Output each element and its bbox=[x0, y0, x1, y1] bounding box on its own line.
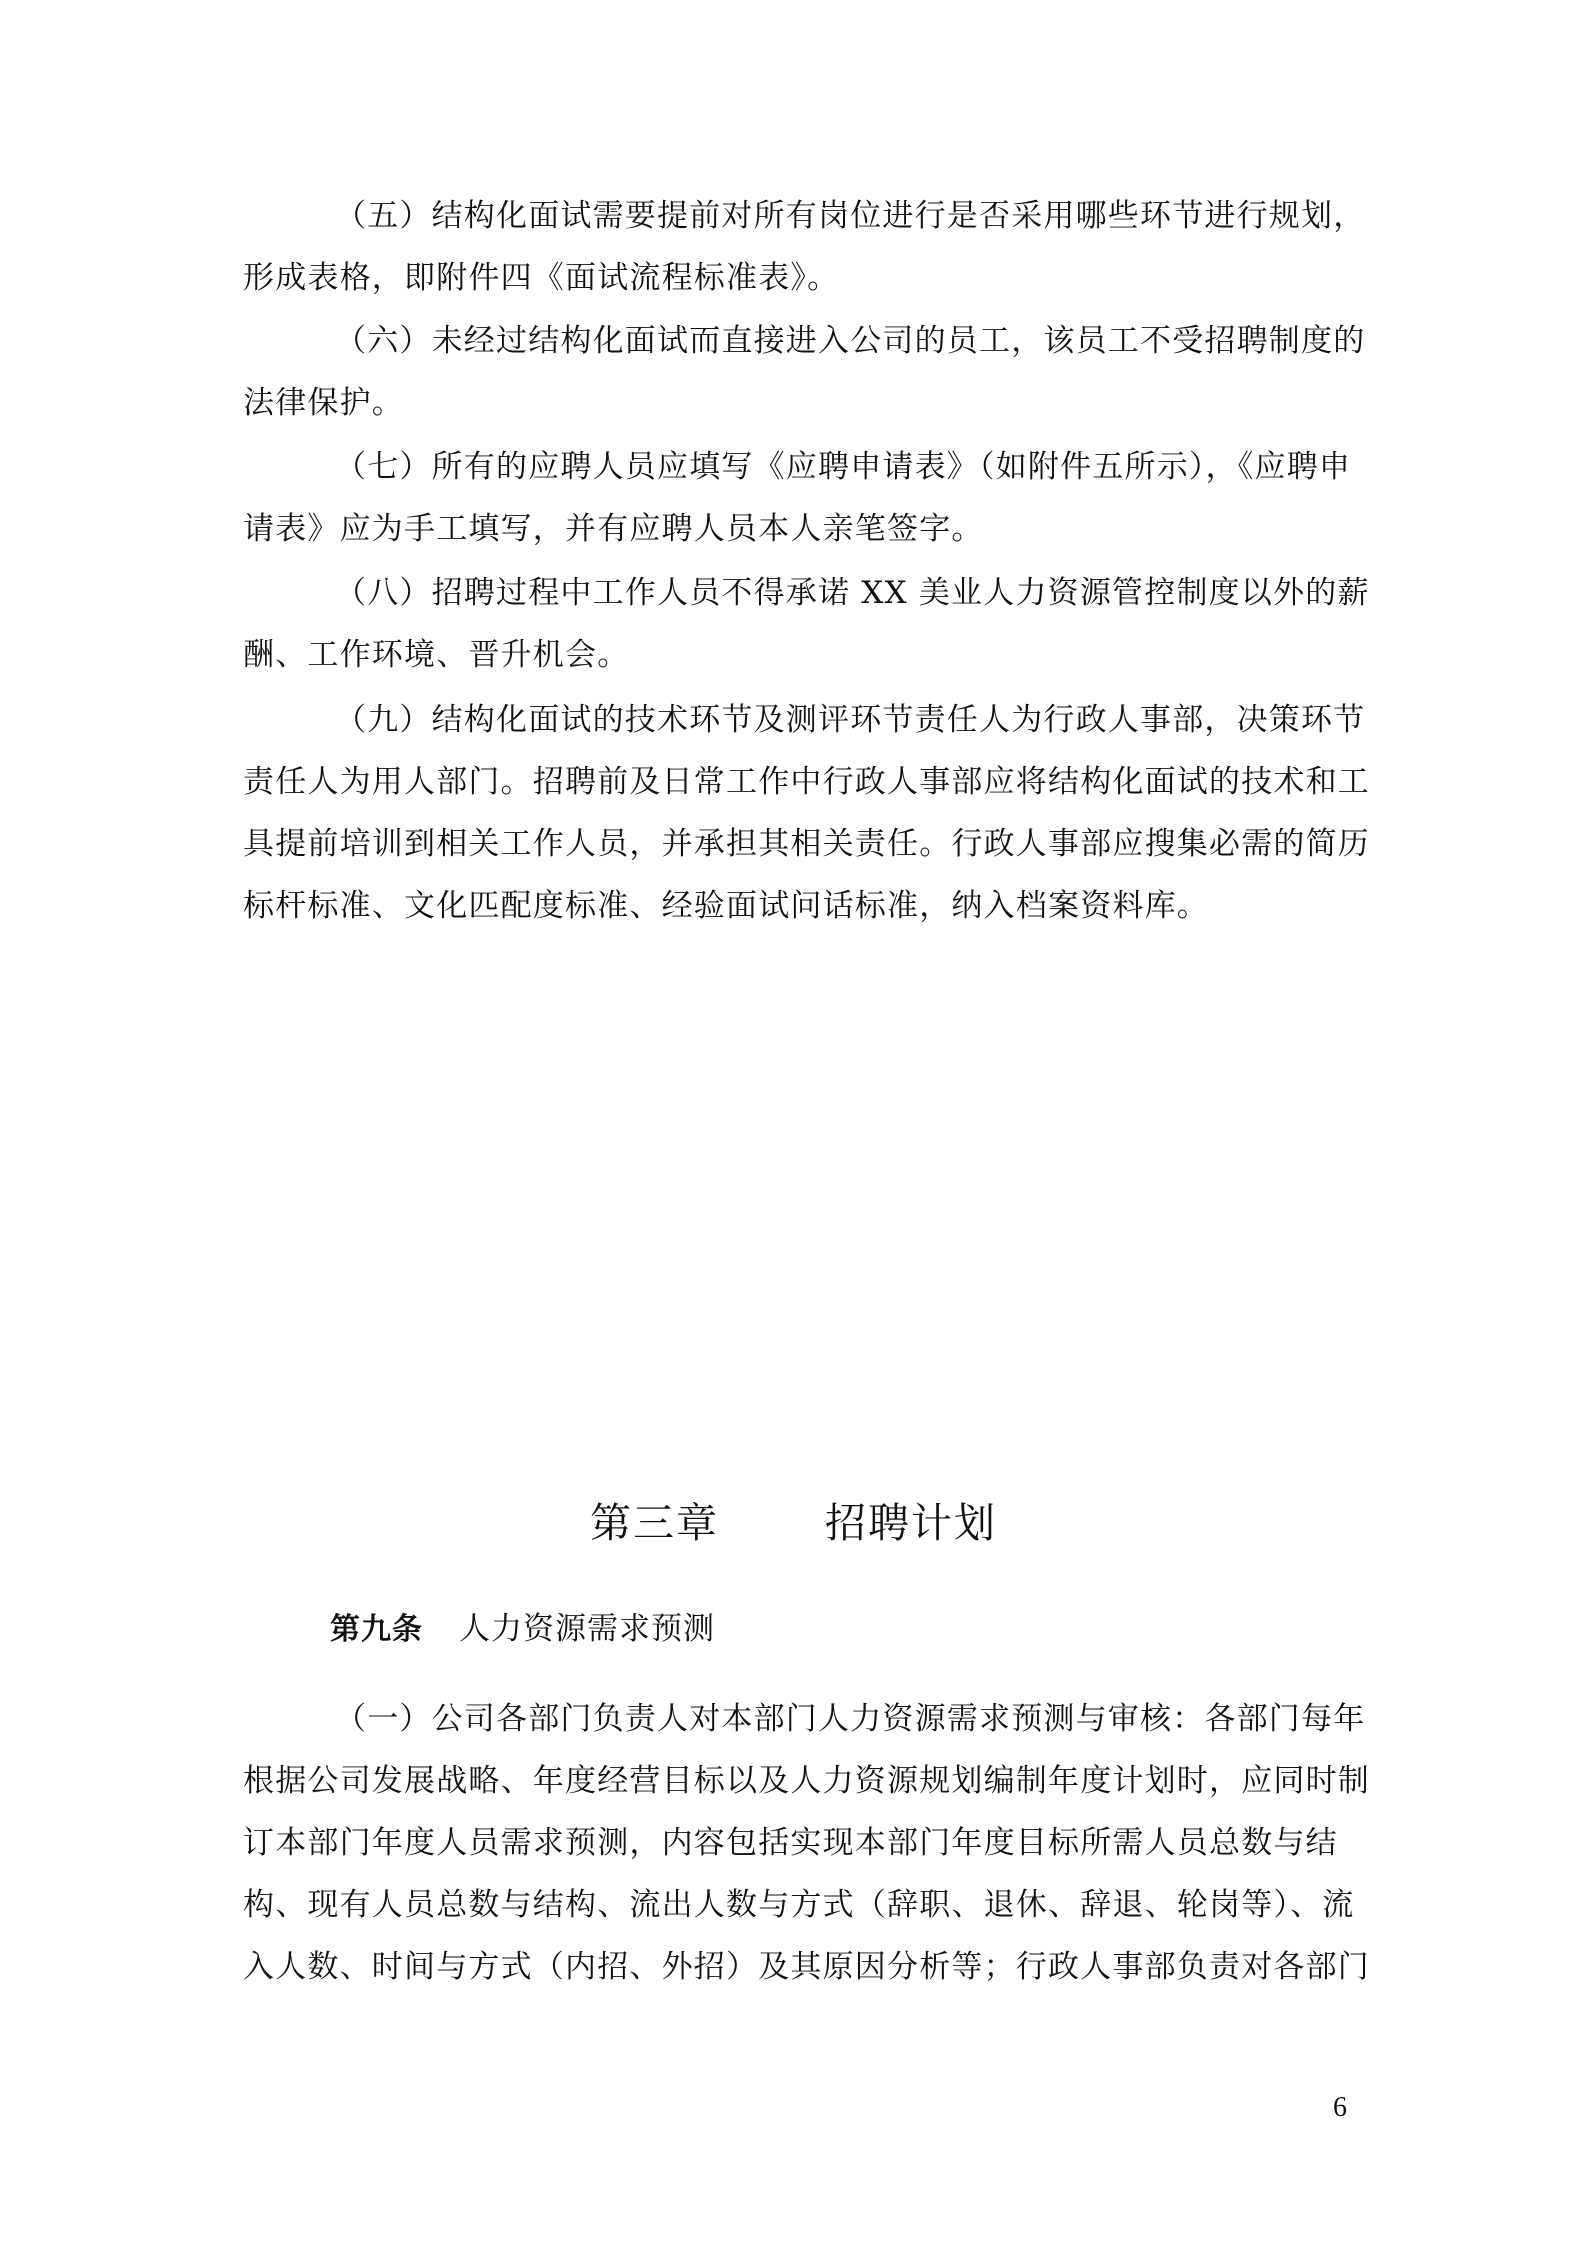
paragraph-line: （九）结构化面试的技术环节及测评环节责任人为行政人事部，决策环节 bbox=[335, 702, 1366, 738]
paragraph-line: （一）公司各部门负责人对本部门人力资源需求预测与审核：各部门每年 bbox=[335, 1701, 1366, 1737]
paragraph-item-8 bbox=[243, 562, 1370, 686]
paragraph-item-7 bbox=[243, 436, 1358, 560]
paragraph-line: 责任人为用人部门。招聘前及日常工作中行政人事部应将结构化面试的技术和工 bbox=[243, 764, 1370, 800]
paragraph-item-5 bbox=[243, 185, 1366, 309]
paragraph-line: 形成表格，即附件四《面试流程标准表》。 bbox=[243, 260, 840, 296]
paragraph-line: 具提前培训到相关工作人员，并承担其相关责任。行政人事部应搜集必需的简历 bbox=[243, 826, 1370, 862]
paragraph-line: 构、现有人员总数与结构、流出人数与方式（辞职、退休、辞退、轮岗等）、流 bbox=[243, 1887, 1355, 1923]
article-title: 人力资源需求预测 bbox=[459, 1611, 715, 1647]
paragraph-line: 根据公司发展战略、年度经营目标以及人力资源规划编制年度计划时，应同时制 bbox=[243, 1763, 1370, 1799]
paragraph-line: （六）未经过结构化面试而直接进入公司的员工，该员工不受招聘制度的 bbox=[335, 323, 1366, 359]
chapter-title: 招聘计划 bbox=[825, 1499, 997, 1547]
paragraph-line: 订本部门年度人员需求预测，内容包括实现本部门年度目标所需人员总数与结 bbox=[243, 1825, 1338, 1861]
chapter-number: 第三章 bbox=[590, 1499, 719, 1547]
page-number: 6 bbox=[1333, 2092, 1347, 2123]
chapter-heading bbox=[0, 1495, 1587, 1551]
article-number: 第九条 bbox=[330, 1612, 423, 1647]
paragraph-line: 标杆标准、文化匹配度标准、经验面试问话标准，纳入档案资料库。 bbox=[243, 888, 1209, 924]
paragraph-line: （八）招聘过程中工作人员不得承诺 XX 美业人力资源管控制度以外的薪 bbox=[335, 575, 1370, 611]
paragraph-line: 入人数、时间与方式（内招、外招）及其原因分析等；行政人事部负责对各部门 bbox=[243, 1949, 1370, 1985]
paragraph-line: （五）结构化面试需要提前对所有岗位进行是否采用哪些环节进行规划， bbox=[335, 198, 1366, 234]
paragraph-item-9 bbox=[243, 689, 1370, 937]
paragraph-line: 请表》应为手工填写，并有应聘人员本人亲笔签字。 bbox=[243, 511, 984, 547]
paragraph-line: （七）所有的应聘人员应填写《应聘申请表》（如附件五所示），《应聘申 bbox=[335, 449, 1352, 485]
paragraph-line: 法律保护。 bbox=[243, 385, 404, 421]
article-heading bbox=[330, 1607, 715, 1652]
paragraph-item-6 bbox=[243, 310, 1366, 434]
paragraph-line: 酬、工作环境、晋升机会。 bbox=[243, 637, 630, 673]
paragraph-article-9-item-1 bbox=[243, 1688, 1370, 1998]
